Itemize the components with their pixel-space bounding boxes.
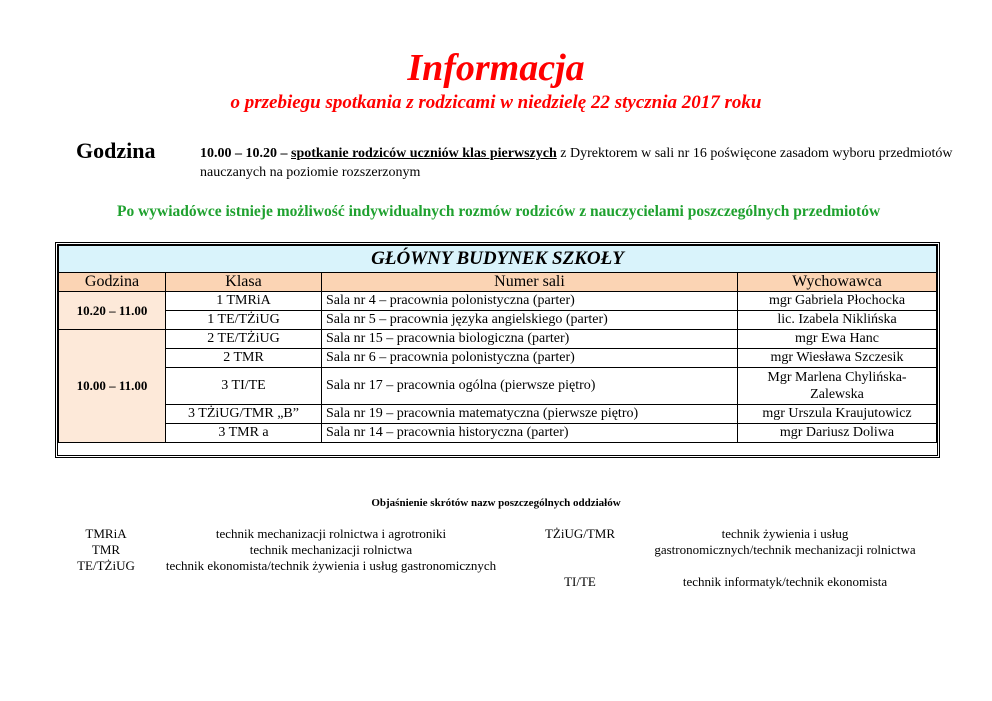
column-header-sala: Numer sali [322, 273, 738, 292]
abbr-desc: technik informatyk/technik ekonomista [682, 574, 888, 589]
table-row [59, 311, 937, 330]
column-header-godzina: Godzina [59, 273, 166, 292]
klasa-cell: 3 TŻiUG/TMR „B” [166, 405, 322, 424]
sala-cell: Sala nr 6 – pracownia polonistyczna (parter) [322, 349, 738, 368]
abbr-code: TMR [91, 542, 121, 557]
wychowawca-cell: mgr Gabriela Płochocka [738, 292, 937, 311]
sala-cell: Sala nr 5 – pracownia języka angielskiego (parter) [322, 311, 738, 330]
wychowawca-cell: mgr Ewa Hanc [738, 330, 937, 349]
table-banner: GŁÓWNY BUDYNEK SZKOŁY [59, 246, 937, 273]
table-row [59, 368, 937, 405]
abbr-code: TE/TŻiUG [77, 558, 135, 573]
abbr-desc: technik mechanizacji rolnictwa i agrotroniki [215, 526, 447, 541]
abbr-code: TI/TE [564, 574, 596, 589]
time-cell: 10.00 – 11.00 [59, 330, 166, 443]
klasa-cell: 2 TE/TŻiUG [166, 330, 322, 349]
table-row [59, 405, 937, 424]
intro-text [200, 144, 960, 182]
klasa-cell: 3 TMR a [166, 424, 322, 443]
intro-topic: spotkanie rodziców uczniów klas pierwszych [291, 146, 557, 161]
schedule-table [58, 245, 937, 443]
klasa-cell: 1 TMRiA [166, 292, 322, 311]
sala-cell: Sala nr 14 – pracownia historyczna (parter) [322, 424, 738, 443]
wychowawca-cell: mgr Urszula Kraujutowicz [738, 405, 937, 424]
abbreviations-title: Objaśnienie skrótów nazw poszczególnych oddziałów [371, 497, 621, 509]
notice-text: Po wywiadówce istnieje możliwość indywidualnych rozmów rodziców z nauczycielami poszczególnych przedmiotów [117, 203, 881, 220]
wychowawca-cell: mgr Wiesława Szczesik [738, 349, 937, 368]
sala-cell: Sala nr 17 – pracownia ogólna (pierwsze piętro) [322, 368, 738, 405]
klasa-cell: 3 TI/TE [166, 368, 322, 405]
intro-label: Godzina [76, 138, 156, 163]
klasa-cell: 2 TMR [166, 349, 322, 368]
abbr-desc: technik ekonomista/technik żywienia i usług gastronomicznych [165, 558, 497, 573]
abbr-code: TŻiUG/TMR [544, 526, 616, 541]
table-row [59, 330, 937, 349]
page-subtitle: o przebiegu spotkania z rodzicami w niedzielę 22 stycznia 2017 roku [230, 92, 762, 113]
table-row [59, 292, 937, 311]
wychowawca-cell: lic. Izabela Niklińska [738, 311, 937, 330]
column-header-wychowawca: Wychowawca [738, 273, 937, 292]
sala-cell: Sala nr 19 – pracownia matematyczna (pierwsze piętro) [322, 405, 738, 424]
sala-cell: Sala nr 4 – pracownia polonistyczna (parter) [322, 292, 738, 311]
abbr-desc: technik żywienia i usług [721, 526, 849, 541]
intro-rest: z Dyrektorem w sali nr 16 poświęcone zasadom wyboru przedmiotów nauczanych na poziomie rozszerzonym [200, 146, 953, 180]
page-title: Informacja [407, 47, 585, 89]
table-row [59, 349, 937, 368]
time-cell: 10.20 – 11.00 [59, 292, 166, 330]
abbr-code: TMRiA [85, 526, 127, 541]
wychowawca-cell: mgr Dariusz Doliwa [738, 424, 937, 443]
table-row [59, 424, 937, 443]
intro-time: 10.00 – 10.20 – [200, 146, 288, 161]
abbr-desc: gastronomicznych/technik mechanizacji rolnictwa [654, 542, 916, 557]
column-header-klasa: Klasa [166, 273, 322, 292]
sala-cell: Sala nr 15 – pracownia biologiczna (parter) [322, 330, 738, 349]
wychowawca-cell: Mgr Marlena Chylińska-Zalewska [738, 368, 937, 405]
abbr-desc: technik mechanizacji rolnictwa [249, 542, 413, 557]
klasa-cell: 1 TE/TŻiUG [166, 311, 322, 330]
